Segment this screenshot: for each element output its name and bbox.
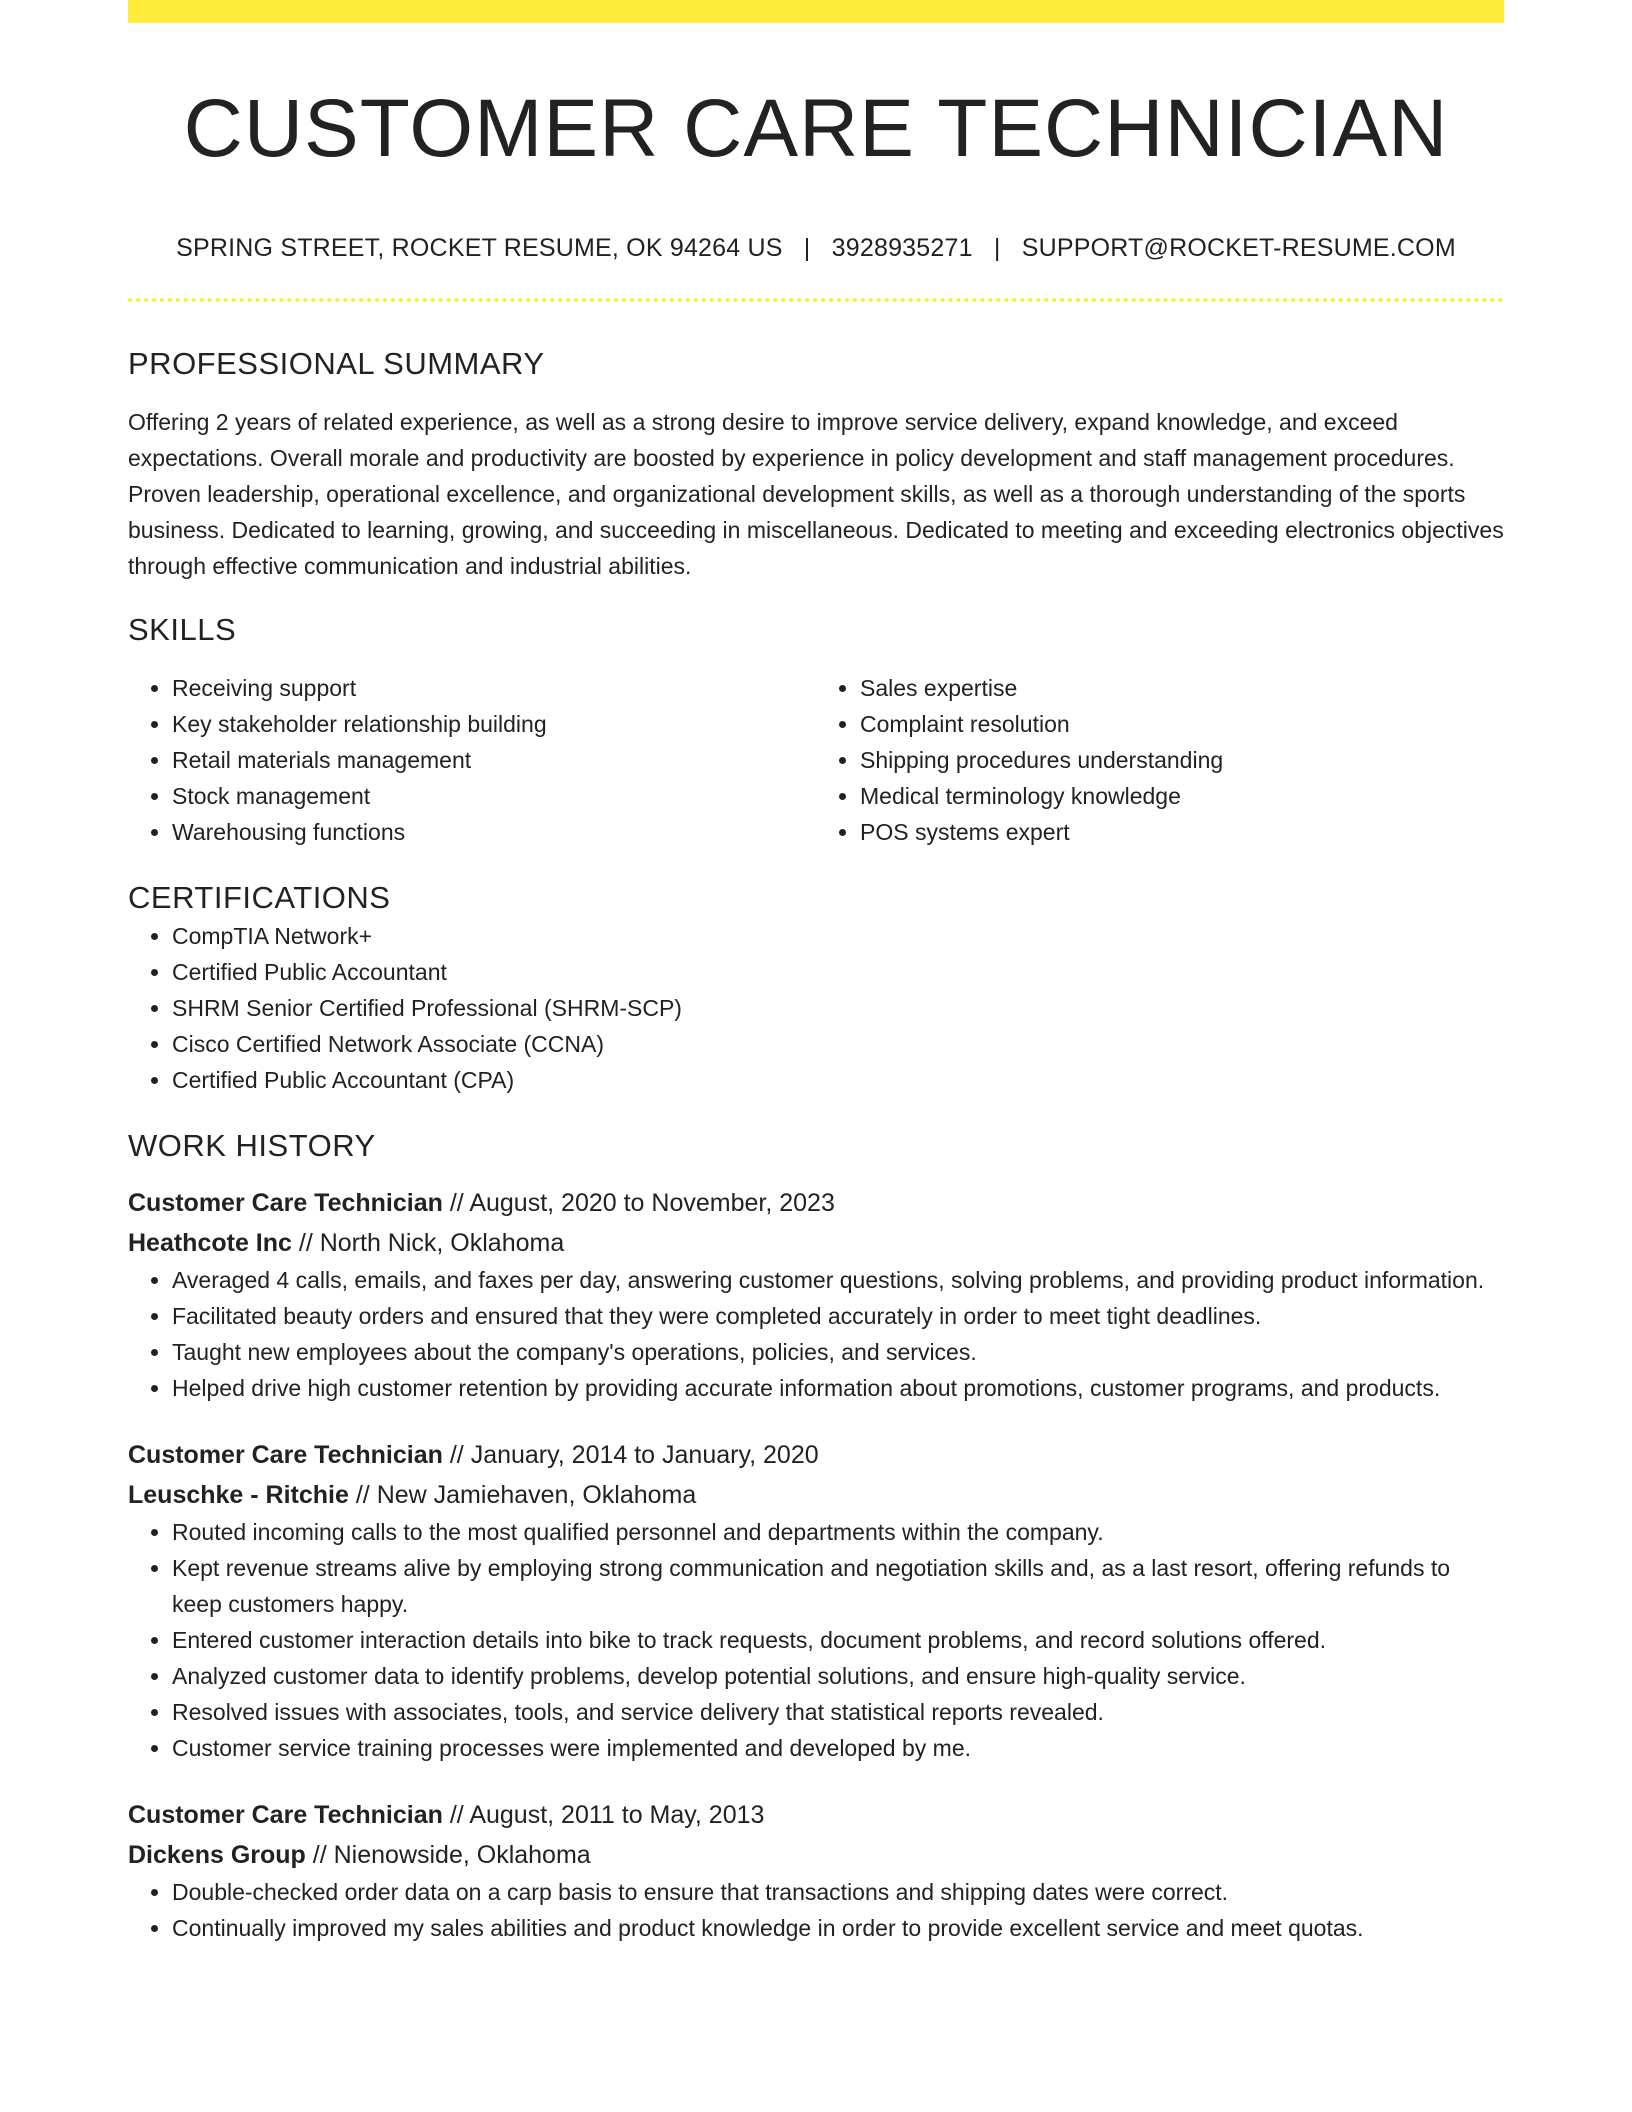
resume-page [128,0,1504,1946]
certification-item: • Certified Public Accountant (CPA) [172,1062,1504,1098]
skill-item: • Sales expertise [860,670,1504,706]
job-title-line [128,1796,1504,1834]
certification-item: • SHRM Senior Certified Professional (SHRM-SCP) [172,990,1504,1026]
certification-item: • CompTIA Network+ [172,918,1504,954]
job-company-line [128,1476,1504,1514]
contact-separator: | [803,234,811,262]
job-title: Customer Care Technician [128,1441,443,1469]
skill-item: • Medical terminology knowledge [860,778,1504,814]
skill-item: • Receiving support [172,670,816,706]
skills-heading: SKILLS [128,612,237,647]
contact-address: SPRING STREET, ROCKET RESUME, OK 94264 US [176,234,783,262]
job-bullets [128,1262,1504,1406]
certifications-heading: CERTIFICATIONS [128,880,391,915]
job-bullet: • Continually improved my sales abilities and product knowledge in order to provide excellent service and meet quotas. [172,1910,1504,1946]
job-dates: // August, 2011 to May, 2013 [449,1801,765,1829]
skill-item: • Stock management [172,778,816,814]
certification-item: • Certified Public Accountant [172,954,1504,990]
skill-item: • Shipping procedures understanding [860,742,1504,778]
job-bullet: • Resolved issues with associates, tools, and service delivery that statistical reports revealed. [172,1694,1504,1730]
job-bullet: • Taught new employees about the company's operations, policies, and services. [172,1334,1504,1370]
skills-list-left [128,670,816,850]
skill-item: • POS systems expert [860,814,1504,850]
skills-grid [128,670,1504,850]
job-company: Heathcote Inc [128,1229,292,1257]
job-bullet: • Customer service training processes were implemented and developed by me. [172,1730,1504,1766]
job-title: Customer Care Technician [128,1801,443,1829]
job-company-line [128,1836,1504,1874]
job-bullet: • Entered customer interaction details into bike to track requests, document problems, and record solutions offered. [172,1622,1504,1658]
job-dates: // January, 2014 to January, 2020 [449,1441,819,1469]
job-location: // New Jamiehaven, Oklahoma [355,1481,697,1509]
summary-heading: PROFESSIONAL SUMMARY [128,346,545,381]
header-divider [128,298,1504,302]
job-title-line [128,1184,1504,1222]
certifications-list [128,918,1504,1098]
job-entry [128,1184,1504,1406]
work-history-heading: WORK HISTORY [128,1128,376,1163]
resume-name: CUSTOMER CARE TECHNICIAN [183,83,1449,174]
job-bullet: • Facilitated beauty orders and ensured that they were completed accurately in order to meet tight deadlines. [172,1298,1504,1334]
job-bullet: • Averaged 4 calls, emails, and faxes per day, answering customer questions, solving problems, and providing product information. [172,1262,1504,1298]
job-dates: // August, 2020 to November, 2023 [449,1189,835,1217]
job-bullet: • Double-checked order data on a carp basis to ensure that transactions and shipping dates were correct. [172,1874,1504,1910]
top-accent-bar [128,0,1504,23]
job-bullet: • Routed incoming calls to the most qualified personnel and departments within the company. [172,1514,1504,1550]
job-company: Leuschke - Ritchie [128,1481,349,1509]
contact-phone: 3928935271 [831,234,973,262]
job-title: Customer Care Technician [128,1189,443,1217]
job-title-line [128,1436,1504,1474]
job-location: // Nienowside, Oklahoma [312,1841,591,1869]
job-location: // North Nick, Oklahoma [298,1229,565,1257]
skill-item: • Key stakeholder relationship building [172,706,816,742]
job-bullets [128,1874,1504,1946]
job-bullet: • Kept revenue streams alive by employing strong communication and negotiation skills and, as a last resort, offering refunds to keep customers happy. [172,1550,1504,1622]
job-company-line [128,1224,1504,1262]
skills-list-right [816,670,1504,850]
skill-item: • Retail materials management [172,742,816,778]
job-entry [128,1796,1504,1946]
job-company: Dickens Group [128,1841,306,1869]
contact-line [128,232,1504,264]
certification-item: • Cisco Certified Network Associate (CCNA) [172,1026,1504,1062]
contact-email: SUPPORT@ROCKET-RESUME.COM [1021,234,1456,262]
job-bullet: • Helped drive high customer retention by providing accurate information about promotions, customer programs, and products. [172,1370,1504,1406]
skill-item: • Warehousing functions [172,814,816,850]
summary-text: Offering 2 years of related experience, as well as a strong desire to improve service delivery, expand knowledge, and exceed expectations. Overall morale and productivity are boosted by experience in policy development and staff management procedures. Proven leadership, operational excellence, and organizational development skills, as well as a thorough understanding of the sports business. Dedicated to learning, growing, and succeeding in miscellaneous. Dedicated to meeting and exceeding electronics objectives through effective communication and industrial abilities. [128,409,1504,579]
skill-item: • Complaint resolution [860,706,1504,742]
job-bullets [128,1514,1504,1766]
job-entry [128,1436,1504,1766]
contact-separator: | [993,234,1001,262]
job-bullet: • Analyzed customer data to identify problems, develop potential solutions, and ensure high-quality service. [172,1658,1504,1694]
